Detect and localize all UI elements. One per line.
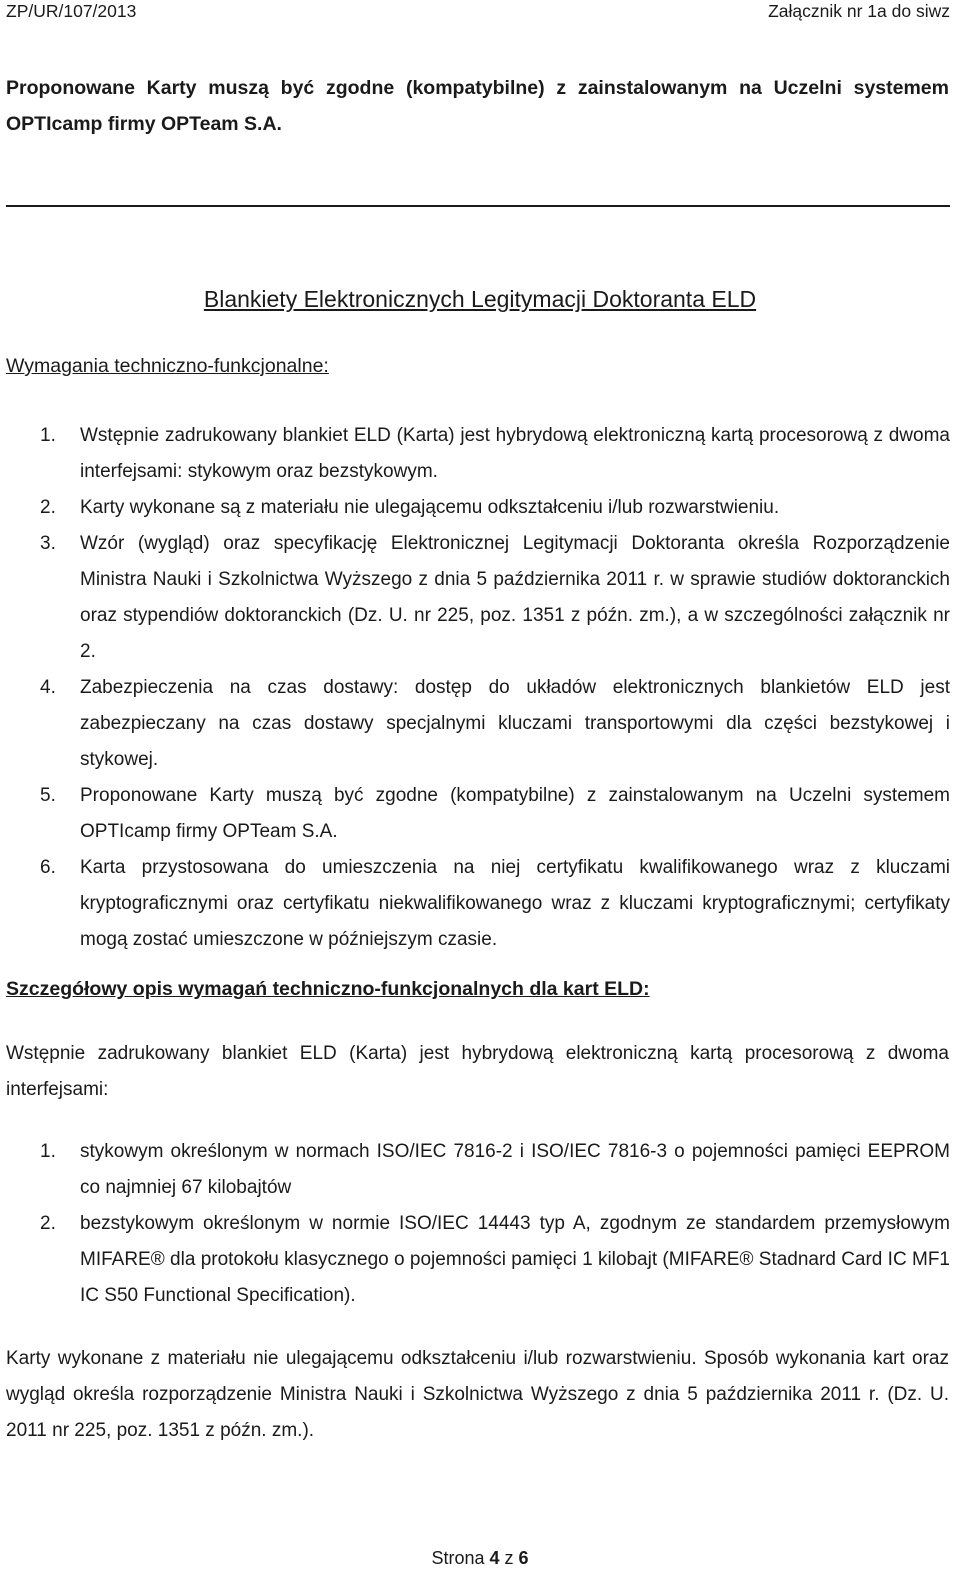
page-footer: [0, 1548, 960, 1569]
horizontal-rule: [6, 205, 950, 207]
document-title: Blankiety Elektronicznych Legitymacji Doktoranta ELD: [203, 286, 757, 312]
item-number: 2.: [40, 497, 56, 518]
spec-intro-paragraph: Wstępnie zadrukowany blankiet ELD (Karta) jest hybrydową elektroniczną kartą procesorową z dwoma interfejsami:: [6, 1043, 949, 1100]
total-pages-number: 6: [518, 1548, 529, 1568]
list-item: [6, 418, 950, 490]
item-number: 2.: [40, 1213, 56, 1234]
requirements-list: [6, 418, 950, 958]
item-text: stykowym określonym w normach ISO/IEC 7816-2 i ISO/IEC 7816-3 o pojemności pamięci EEPROM co najmniej 67 kilobajtów: [80, 1141, 950, 1198]
closing-paragraph: Karty wykonane z materiału nie ulegającemu odkształceniu i/lub rozwarstwieniu. Sposób wykonania kart oraz wygląd określa rozporządzenie Ministra Nauki i Szkolnictwa Wyższego z dnia 5 października 2011 r. (Dz. U. 2011 nr 225, poz. 1351 z późn. zm.).: [6, 1348, 949, 1441]
intro-paragraph: Proponowane Karty muszą być zgodne (kompatybilne) z zainstalowanym na Uczelni systemem OPTIcamp firmy OPTeam S.A.: [6, 77, 949, 135]
item-text: Wstępnie zadrukowany blankiet ELD (Karta) jest hybrydową elektroniczną kartą procesorową z dwoma interfejsami: stykowym oraz bezstykowym.: [80, 425, 950, 482]
attachment-label: Załącznik nr 1a do siwz: [768, 1, 950, 21]
interfaces-list: [6, 1134, 950, 1314]
item-text: Wzór (wygląd) oraz specyfikację Elektronicznej Legitymacji Doktoranta określa Rozporządzenie Ministra Nauki i Szkolnictwa Wyższego z dnia 5 października 2011 r. w sprawie studiów doktoranckich oraz stypendiów doktoranckich (Dz. U. nr 225, poz. 1351 z późn. zm.), a w szczególności załącznik nr 2.: [80, 533, 950, 662]
list-item: [6, 778, 950, 850]
footer-separator: z: [504, 1548, 514, 1568]
item-number: 4.: [40, 677, 56, 698]
item-number: 1.: [40, 425, 56, 446]
list-item: [6, 1134, 950, 1206]
list-item: [6, 850, 950, 958]
footer-prefix: Strona: [431, 1548, 485, 1568]
reference-number: ZP/UR/107/2013: [6, 1, 137, 21]
item-text: bezstykowym określonym w normie ISO/IEC 14443 typ A, zgodnym ze standardem przemysłowym MIFARE® dla protokołu klasycznego o pojemności pamięci 1 kilobajt (MIFARE® Stadnard Card IC MF1 IC S50 Functional Specification).: [80, 1213, 950, 1306]
item-text: Karty wykonane są z materiału nie ulegającemu odkształceniu i/lub rozwarstwieniu.: [80, 497, 780, 518]
list-item: [6, 1206, 950, 1314]
page-header: [6, 1, 950, 27]
list-item: [6, 526, 950, 670]
item-text: Karta przystosowana do umieszczenia na niej certyfikatu kwalifikowanego wraz z kluczami kryptograficznymi oraz certyfikatu niekwalifikowanego wraz z kluczami kryptograficznymi; certyfikaty mogą zostać umieszczone w późniejszym czasie.: [80, 857, 950, 950]
spec-heading: Szczegółowy opis wymagań techniczno-funkcjonalnych dla kart ELD:: [6, 978, 650, 1000]
requirements-heading: Wymagania techniczno-funkcjonalne:: [6, 355, 329, 377]
list-item: [6, 490, 950, 526]
current-page-number: 4: [489, 1548, 500, 1568]
item-number: 3.: [40, 533, 56, 554]
list-item: [6, 670, 950, 778]
item-number: 1.: [40, 1141, 56, 1162]
item-text: Zabezpieczenia na czas dostawy: dostęp do układów elektronicznych blankietów ELD jest zabezpieczany na czas dostawy specjalnymi kluczami transportowymi dla części bezstykowej i stykowej.: [80, 677, 950, 770]
item-text: Proponowane Karty muszą być zgodne (kompatybilne) z zainstalowanym na Uczelni systemem OPTIcamp firmy OPTeam S.A.: [80, 785, 950, 842]
item-number: 5.: [40, 785, 56, 806]
item-number: 6.: [40, 857, 56, 878]
